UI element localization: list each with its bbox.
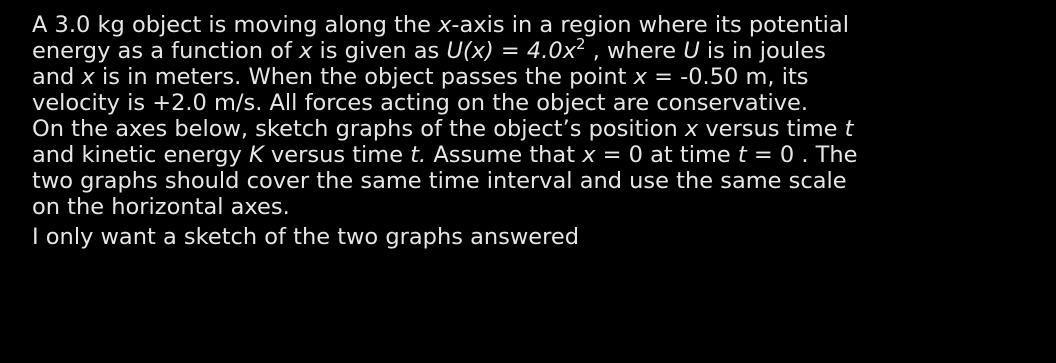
text-run: -axis in a region where its potential: [451, 12, 849, 38]
variable-x: x: [81, 64, 95, 90]
text-run: A 3.0 kg object is moving along the: [32, 12, 439, 38]
variable-x: x: [633, 64, 647, 90]
problem-line-3: [32, 64, 1050, 90]
text-run: and kinetic energy: [32, 142, 250, 168]
problem-text: [32, 12, 1050, 250]
potential-equation: U(x) = 4.0x: [446, 38, 577, 64]
variable-t: t.: [410, 142, 427, 168]
problem-line-8: on the horizontal axes.: [32, 194, 290, 220]
text-run: On the axes below, sketch graphs of the object’s position: [32, 116, 685, 142]
text-run: , where: [585, 38, 684, 64]
variable-x: x: [582, 142, 596, 168]
variable-t: t: [737, 142, 747, 168]
text-run: versus time: [263, 142, 411, 168]
text-run: is in meters. When the object passes the point: [94, 64, 634, 90]
text-run: Assume that: [426, 142, 583, 168]
text-run: is in joules: [699, 38, 826, 64]
variable-t: t: [844, 116, 854, 142]
text-run: = 0 at time: [595, 142, 738, 168]
text-run: = 0 . The: [746, 142, 858, 168]
text-run: and: [32, 64, 82, 90]
problem-line-5: [32, 116, 1050, 142]
problem-line-7: two graphs should cover the same time interval and use the same scale: [32, 168, 847, 194]
text-run: energy as a function of: [32, 38, 300, 64]
variable-x: x: [299, 38, 313, 64]
variable-x: x: [438, 12, 452, 38]
equation-exponent: 2: [576, 35, 586, 53]
problem-line-2: [32, 35, 1050, 64]
problem-line-4: velocity is +2.0 m/s. All forces acting on the object are conservative.: [32, 90, 809, 116]
variable-x: x: [684, 116, 699, 142]
request-line: I only want a sketch of the two graphs answered: [32, 224, 579, 250]
text-run: is given as: [312, 38, 447, 64]
variable-k: K: [249, 142, 264, 168]
text-run: versus time: [698, 116, 845, 142]
text-run: = -0.50 m, its: [646, 64, 809, 90]
problem-line-6: [32, 142, 1050, 168]
problem-line-1: [32, 12, 1050, 38]
variable-u: U: [683, 38, 700, 64]
